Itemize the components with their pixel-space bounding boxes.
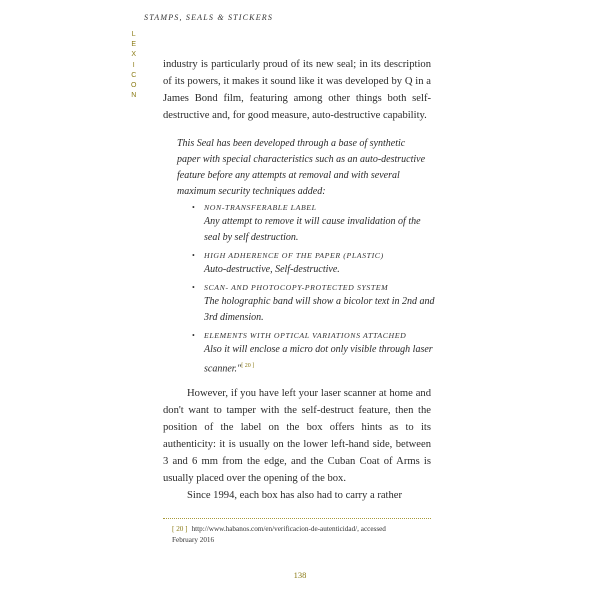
side-letter: O [131,82,137,90]
feature-desc: Auto-destructive, Self-destructive. [204,264,340,275]
bullet-icon: • [192,203,195,212]
feature-desc-text: Also it will enclose a micro dot only visible through laser scanner." [204,344,433,375]
paragraph-3-text: Since 1994, each box has also had to carry a rather [187,490,403,501]
feature-list [192,201,437,380]
feature-item [192,249,437,278]
page-number: 138 [293,570,307,580]
side-letter: X [131,51,137,59]
paragraph-2 [163,385,431,504]
feature-desc [204,342,437,377]
feature-title: HIGH ADHERENCE OF THE PAPER (PLASTIC) [204,251,384,260]
side-letter: N [131,92,137,100]
quote-intro: This Seal has been developed through a base of synthetic paper with special characteristics such as an auto-destructive feature before any attempts at removal and with several maximum security techniques added: [177,138,426,197]
side-letter: L [131,31,137,38]
paragraph-1: industry is particularly proud of its new seal; in its description of its powers, it makes it sound like it was developed by Q in a James Bond film, featuring among other things both self-destructive and, for good measure, auto-destructive capability. [163,59,431,121]
side-letter: E [131,41,137,49]
feature-title: SCAN- AND PHOTOCOPY-PROTECTED SYSTEM [204,283,389,292]
feature-item [192,281,437,326]
bullet-icon: • [192,331,195,340]
footnote-link[interactable]: http://www.habanos.com/en/verificacion-de-autenticidad/, accessed February 2016 [172,525,386,544]
side-letter: C [131,71,137,79]
feature-title: NON-TRANSFERABLE LABEL [204,203,317,212]
feature-item [192,201,437,246]
feature-title: ELEMENTS WITH OPTICAL VARIATIONS ATTACHED [204,331,407,340]
footnote [172,524,412,546]
feature-item [192,329,437,377]
footnote-number: [ 20 ] [172,525,188,533]
lexicon-side-label [129,30,139,101]
feature-desc: The holographic band will show a bicolor text in 2nd and 3rd dimension. [204,296,435,323]
running-head: STAMPS, SEALS & STICKERS [144,13,274,22]
paragraph-2-text: However, if you have left your laser scanner at home and don't want to tamper with the self-destruct feature, then the position of the label on the box offers hints as to its authenticity: it is usually on the lower left-hand side, between 3 and 6 mm from the edge, and the Cuban Coat of Arms is usually placed over the opening of the box. [163,388,431,484]
footnote-reference[interactable]: [ 20 ] [241,363,255,369]
side-letter: I [132,61,136,69]
bullet-icon: • [192,283,195,292]
feature-desc: Any attempt to remove it will cause invalidation of the seal by self destruction. [204,216,421,243]
footnote-divider [163,518,431,519]
bullet-icon: • [192,251,195,260]
